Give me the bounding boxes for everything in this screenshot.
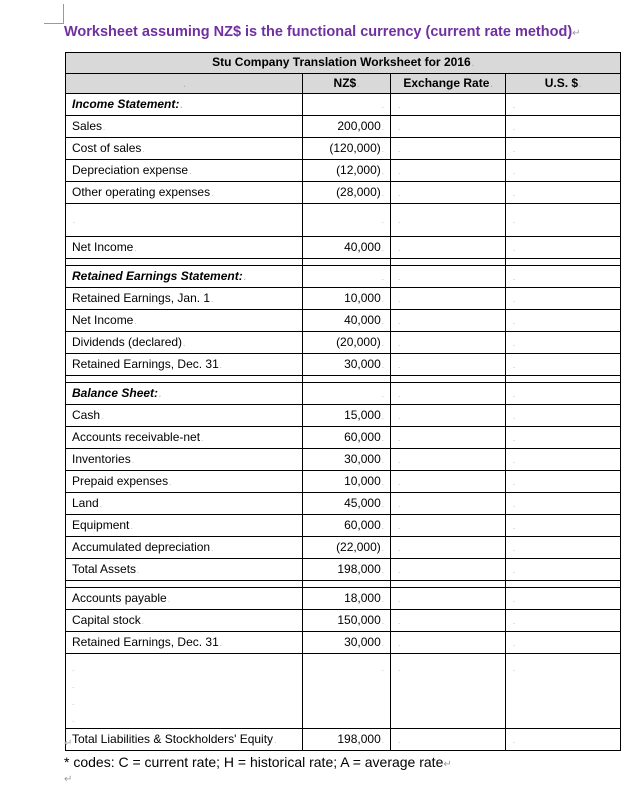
exchange-rate-cell[interactable]: . <box>391 94 506 116</box>
exchange-rate-cell[interactable]: . <box>391 383 506 405</box>
us-dollar-cell[interactable]: . <box>506 332 621 354</box>
column-header-us: U.S. $. <box>506 74 621 94</box>
row-label: Retained Earnings, Dec. 31. <box>66 632 303 654</box>
nz-amount: 15,000. <box>303 405 391 427</box>
table-row <box>66 588 621 610</box>
row-label: Capital stock. <box>66 610 303 632</box>
table-row <box>66 493 621 515</box>
paragraph-mark-icon: ↵ <box>64 774 73 785</box>
table-row <box>66 515 621 537</box>
section-heading-row <box>66 266 621 288</box>
row-label: Inventories. <box>66 449 303 471</box>
blank-row <box>66 204 621 237</box>
table-row <box>66 310 621 332</box>
table-row <box>66 632 621 654</box>
us-dollar-cell[interactable]: . <box>506 354 621 376</box>
nz-amount: 10,000. <box>303 471 391 493</box>
row-label: Sales. <box>66 116 303 138</box>
us-dollar-cell[interactable]: . <box>506 427 621 449</box>
row-label: Prepaid expenses. <box>66 471 303 493</box>
table-row <box>66 537 621 559</box>
us-dollar-cell[interactable]: . <box>506 588 621 610</box>
us-dollar-cell[interactable]: . <box>506 182 621 204</box>
us-dollar-cell[interactable]: . <box>506 654 621 729</box>
nz-amount: 150,000. <box>303 610 391 632</box>
table-row <box>66 288 621 310</box>
nz-amount: 30,000. <box>303 632 391 654</box>
us-dollar-cell[interactable]: . <box>506 288 621 310</box>
table-row <box>66 471 621 493</box>
page-corner-mark-horizontal <box>44 23 64 24</box>
row-label: Cost of sales. <box>66 138 303 160</box>
row-label: Total Liabilities & Stockholders' Equity. <box>66 729 303 751</box>
nz-cell[interactable]: . <box>303 654 391 729</box>
exchange-rate-cell[interactable]: . <box>391 182 506 204</box>
exchange-rate-cell[interactable]: . <box>391 471 506 493</box>
row-label: Cash. <box>66 405 303 427</box>
table-row <box>66 182 621 204</box>
exchange-rate-cell[interactable]: . <box>391 515 506 537</box>
table-row <box>66 160 621 182</box>
exchange-rate-cell[interactable]: . <box>391 310 506 332</box>
us-dollar-cell[interactable]: . <box>506 729 621 751</box>
paragraph-mark-icon: ↵ <box>443 759 452 770</box>
exchange-rate-cell[interactable]: . <box>391 559 506 581</box>
exchange-rate-cell[interactable]: . <box>391 332 506 354</box>
us-dollar-cell[interactable]: . <box>506 449 621 471</box>
us-dollar-cell[interactable]: . <box>506 610 621 632</box>
exchange-rate-cell[interactable]: . <box>391 288 506 310</box>
worksheet-title: Stu Company Translation Worksheet for 2016. <box>66 53 621 74</box>
table-row <box>66 405 621 427</box>
table-row <box>66 354 621 376</box>
page-corner-mark <box>63 4 64 24</box>
section-gap <box>66 376 621 383</box>
net-income-row <box>66 237 621 259</box>
us-dollar-cell[interactable]: . <box>506 94 621 116</box>
row-label: Accumulated depreciation. <box>66 537 303 559</box>
blank-label-cell[interactable]: . . . . <box>66 654 303 729</box>
exchange-rate-cell[interactable]: . <box>391 449 506 471</box>
column-header-exchange-rate: Exchange Rate. <box>391 74 506 94</box>
blank-entry-row <box>66 654 621 729</box>
nz-amount: (120,000). <box>303 138 391 160</box>
balance-sheet-heading: Balance Sheet:. <box>66 383 303 405</box>
row-label: Retained Earnings, Jan. 1. <box>66 288 303 310</box>
total-liabilities-equity-row <box>66 729 621 751</box>
us-dollar-cell[interactable]: . <box>506 160 621 182</box>
nz-amount: 200,000. <box>303 116 391 138</box>
exchange-rate-cell[interactable]: . <box>391 632 506 654</box>
nz-cell[interactable]: . <box>303 204 391 237</box>
exchange-rate-cell[interactable]: . <box>391 405 506 427</box>
exchange-rate-cell[interactable]: . <box>391 160 506 182</box>
nz-amount: 30,000. <box>303 449 391 471</box>
nz-cell[interactable]: . <box>303 383 391 405</box>
exchange-rate-cell[interactable]: . <box>391 204 506 237</box>
row-label: Net Income. <box>66 237 303 259</box>
translation-worksheet-table <box>65 52 621 751</box>
nz-cell[interactable]: . <box>303 266 391 288</box>
exchange-rate-cell[interactable]: . <box>391 588 506 610</box>
blank-label-cell[interactable]: . <box>66 204 303 237</box>
table-row <box>66 138 621 160</box>
nz-amount: 18,000. <box>303 588 391 610</box>
table-row <box>66 449 621 471</box>
exchange-rate-cell[interactable]: . <box>391 654 506 729</box>
column-header-label: . <box>66 74 303 94</box>
income-statement-heading: Income Statement:. <box>66 94 303 116</box>
section-heading-row <box>66 383 621 405</box>
row-label: Accounts receivable-net. <box>66 427 303 449</box>
us-dollar-cell[interactable]: . <box>506 493 621 515</box>
nz-amount: 45,000. <box>303 493 391 515</box>
row-label: Other operating expenses. <box>66 182 303 204</box>
nz-amount: 40,000. <box>303 310 391 332</box>
nz-amount: 198,000. <box>303 729 391 751</box>
exchange-rate-cell[interactable]: . <box>391 610 506 632</box>
us-dollar-cell[interactable]: . <box>506 405 621 427</box>
nz-amount: (12,000). <box>303 160 391 182</box>
exchange-rate-cell[interactable]: . <box>391 729 506 751</box>
row-label: Depreciation expense. <box>66 160 303 182</box>
nz-amount: 60,000. <box>303 427 391 449</box>
row-label: Retained Earnings, Dec. 31. <box>66 354 303 376</box>
us-dollar-cell[interactable]: . <box>506 515 621 537</box>
nz-amount: 10,000. <box>303 288 391 310</box>
total-assets-row <box>66 559 621 581</box>
table-row <box>66 332 621 354</box>
us-dollar-cell[interactable]: . <box>506 204 621 237</box>
rate-codes-footnote: * codes: C = current rate; H = historical rate; A = average rate↵ <box>64 754 452 770</box>
exchange-rate-cell[interactable]: . <box>391 354 506 376</box>
retained-earnings-heading: Retained Earnings Statement:. <box>66 266 303 288</box>
us-dollar-cell[interactable]: . <box>506 310 621 332</box>
column-header-row <box>66 74 621 94</box>
nz-amount: 198,000. <box>303 559 391 581</box>
nz-amount: 30,000. <box>303 354 391 376</box>
nz-amount: (28,000). <box>303 182 391 204</box>
us-dollar-cell[interactable]: . <box>506 471 621 493</box>
nz-amount: (22,000). <box>303 537 391 559</box>
us-dollar-cell[interactable]: . <box>506 138 621 160</box>
exchange-rate-cell[interactable]: . <box>391 427 506 449</box>
section-gap <box>66 581 621 588</box>
section-gap <box>66 259 621 266</box>
row-label: Dividends (declared). <box>66 332 303 354</box>
us-dollar-cell[interactable]: . <box>506 116 621 138</box>
us-dollar-cell[interactable]: . <box>506 559 621 581</box>
paragraph-mark-icon: ↵ <box>64 738 73 749</box>
table-row <box>66 610 621 632</box>
us-dollar-cell[interactable]: . <box>506 237 621 259</box>
column-header-nz: NZ$. <box>303 74 391 94</box>
us-dollar-cell[interactable]: . <box>506 537 621 559</box>
section-heading-row <box>66 94 621 116</box>
table-row <box>66 116 621 138</box>
exchange-rate-cell[interactable]: . <box>391 537 506 559</box>
exchange-rate-cell[interactable]: . <box>391 493 506 515</box>
us-dollar-cell[interactable]: . <box>506 266 621 288</box>
paragraph-mark-icon: ↵ <box>572 28 581 39</box>
worksheet-title-row <box>66 53 621 74</box>
row-label: Net Income. <box>66 310 303 332</box>
exchange-rate-cell[interactable]: . <box>391 266 506 288</box>
nz-amount: (20,000). <box>303 332 391 354</box>
exchange-rate-cell[interactable]: . <box>391 237 506 259</box>
row-label: Land. <box>66 493 303 515</box>
row-label: Total Assets. <box>66 559 303 581</box>
document-title: Worksheet assuming NZ$ is the functional currency (current rate method)↵ <box>64 24 581 40</box>
nz-amount: 40,000. <box>303 237 391 259</box>
nz-amount: 60,000. <box>303 515 391 537</box>
us-dollar-cell[interactable]: . <box>506 632 621 654</box>
us-dollar-cell[interactable]: . <box>506 383 621 405</box>
exchange-rate-cell[interactable]: . <box>391 138 506 160</box>
row-label: Equipment. <box>66 515 303 537</box>
table-row <box>66 427 621 449</box>
nz-cell[interactable]: . <box>303 94 391 116</box>
row-label: Accounts payable. <box>66 588 303 610</box>
exchange-rate-cell[interactable]: . <box>391 116 506 138</box>
